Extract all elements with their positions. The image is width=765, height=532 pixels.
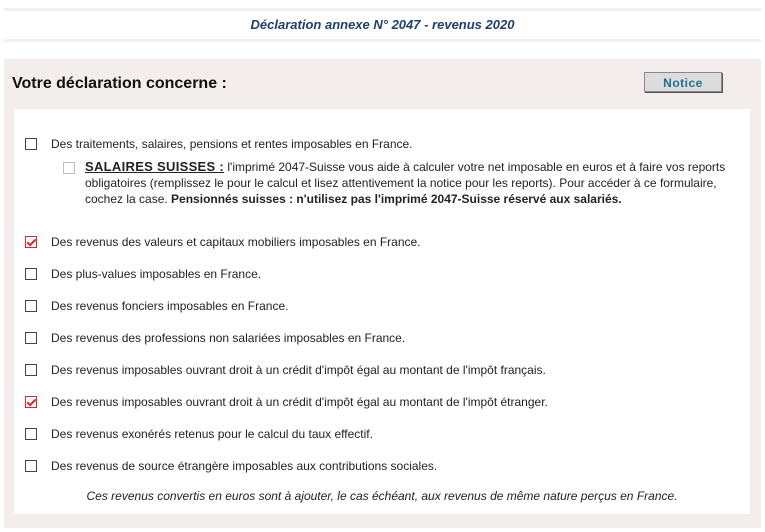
swiss-warning: Pensionnés suisses : n'utilisez pas l'imprimé 2047-Suisse réservé aux salariés. bbox=[171, 192, 622, 206]
options-box bbox=[14, 109, 750, 514]
checkbox-swiss-salaries[interactable] bbox=[63, 162, 75, 174]
swiss-salaries-block bbox=[63, 159, 743, 207]
option-label: Des revenus de source étrangère imposables aux contributions sociales. bbox=[51, 459, 438, 473]
option-label: Des revenus imposables ouvrant droit à un crédit d'impôt égal au montant de l'impôt français. bbox=[51, 363, 546, 377]
checkbox-non-salaries[interactable] bbox=[25, 332, 37, 344]
checkbox-valeurs-capitaux[interactable] bbox=[25, 236, 37, 248]
checkbox-fonciers[interactable] bbox=[25, 300, 37, 312]
option-label: Des revenus exonérés retenus pour le calcul du taux effectif. bbox=[51, 427, 373, 441]
option-label: Des revenus imposables ouvrant droit à un crédit d'impôt égal au montant de l'impôt étranger. bbox=[51, 395, 548, 409]
swiss-text: l'imprimé 2047-Suisse vous aide à calculer votre net imposable en euros et à faire vos reports obligatoires (remplissez le pour le calcul et lisez attentivement la notice pour les reports). Pour accéder à ce formulaire, cochez la case. bbox=[85, 160, 726, 206]
option-non-salaries[interactable] bbox=[25, 331, 405, 345]
option-label: Des revenus fonciers imposables en France. bbox=[51, 299, 289, 313]
option-label: Des revenus des valeurs et capitaux mobiliers imposables en France. bbox=[51, 235, 421, 249]
declaration-panel bbox=[4, 59, 761, 528]
checkbox-contributions-sociales[interactable] bbox=[25, 460, 37, 472]
option-credit-etranger[interactable] bbox=[25, 395, 548, 409]
swiss-title: SALAIRES SUISSES : bbox=[85, 159, 225, 174]
checkbox-credit-francais[interactable] bbox=[25, 364, 37, 376]
section-heading: Votre déclaration concerne : bbox=[12, 75, 227, 92]
option-exoneres[interactable] bbox=[25, 427, 373, 441]
checkbox-exoneres[interactable] bbox=[25, 428, 37, 440]
option-fonciers[interactable] bbox=[25, 299, 288, 313]
option-valeurs-capitaux[interactable] bbox=[25, 235, 421, 249]
option-label: Des traitements, salaires, pensions et rentes imposables en France. bbox=[51, 137, 413, 151]
notice-button[interactable]: Notice bbox=[644, 72, 722, 92]
option-credit-francais[interactable] bbox=[25, 363, 546, 377]
checkbox-credit-etranger[interactable] bbox=[25, 396, 37, 408]
option-contributions-sociales[interactable] bbox=[25, 459, 437, 473]
option-traitements[interactable] bbox=[25, 137, 413, 151]
checkbox-plus-values[interactable] bbox=[25, 268, 37, 280]
option-label: Des plus-values imposables en France. bbox=[51, 267, 262, 281]
checkbox-traitements[interactable] bbox=[25, 138, 37, 150]
footnote: Ces revenus convertis en euros sont à ajouter, le cas échéant, aux revenus de même nature perçus en France. bbox=[86, 489, 678, 503]
option-plus-values[interactable] bbox=[25, 267, 261, 281]
window-title: Déclaration annexe N° 2047 - revenus 2020 bbox=[4, 8, 761, 42]
option-label: Des revenus des professions non salariées imposables en France. bbox=[51, 331, 406, 345]
